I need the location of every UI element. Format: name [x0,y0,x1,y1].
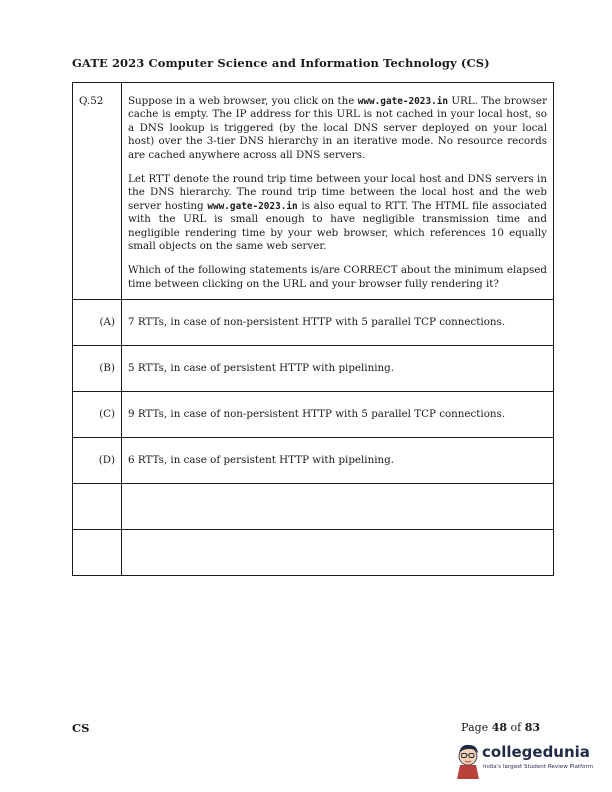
option-label: (C) [73,392,122,438]
option-text: 9 RTTs, in case of non-persistent HTTP with 5 parallel TCP connections. [122,392,554,438]
collegedunia-logo [455,742,595,782]
question-body [122,83,554,300]
url-text: www.gate-2023.in [207,200,298,212]
page-header-title: GATE 2023 Computer Science and Information Technology (CS) [72,56,490,70]
option-row-d[interactable] [73,438,554,484]
option-text: 6 RTTs, in case of persistent HTTP with pipelining. [122,438,554,484]
empty-row [73,530,554,576]
option-row-b[interactable] [73,346,554,392]
empty-row [73,484,554,530]
footer-subject-code: CS [72,721,90,735]
question-paragraph-1: Suppose in a web browser, you click on the www.gate-2023.in URL. The browser cache is empty. The IP address for this URL is not cached in your local host, so a DNS lookup is triggered (by the local DNS server deployed on your local host) over the 3-tier DNS hierarchy in an iterative mode. No resource records are cached anywhere across all DNS servers. [128,95,548,161]
footer-page-number: Page 48 of 83 [461,721,540,734]
option-row-a[interactable] [73,300,554,346]
option-label: (D) [73,438,122,484]
question-row [73,83,554,300]
url-text: www.gate-2023.in [357,96,449,107]
option-label: (B) [73,346,122,392]
question-number: Q.52 [73,83,122,300]
mascot-icon [455,742,483,780]
option-row-c[interactable] [73,392,554,438]
option-text: 7 RTTs, in case of non-persistent HTTP with 5 parallel TCP connections. [122,300,554,346]
brand-name: collegedunia [482,743,590,761]
question-paragraph-3: Which of the following statements is/are CORRECT about the minimum elapsed time between clicking on the URL and your browser fully rendering it? [128,264,547,290]
option-text: 5 RTTs, in case of persistent HTTP with pipelining. [122,346,554,392]
option-label: (A) [73,300,122,346]
question-table [72,82,554,576]
brand-tagline: India's largest Student Review Platform [483,764,594,770]
question-paragraph-2: Let RTT denote the round trip time between your local host and DNS servers in the DNS hierarchy. The round trip time between the local host and the web server hosting www.gate-2023.in is also equal to RTT. The HTML file associated with the URL is small enough to have negligible transmission time and negligible rendering time by your web browser, which references 10 equally small objects on the same web server. [128,173,547,253]
